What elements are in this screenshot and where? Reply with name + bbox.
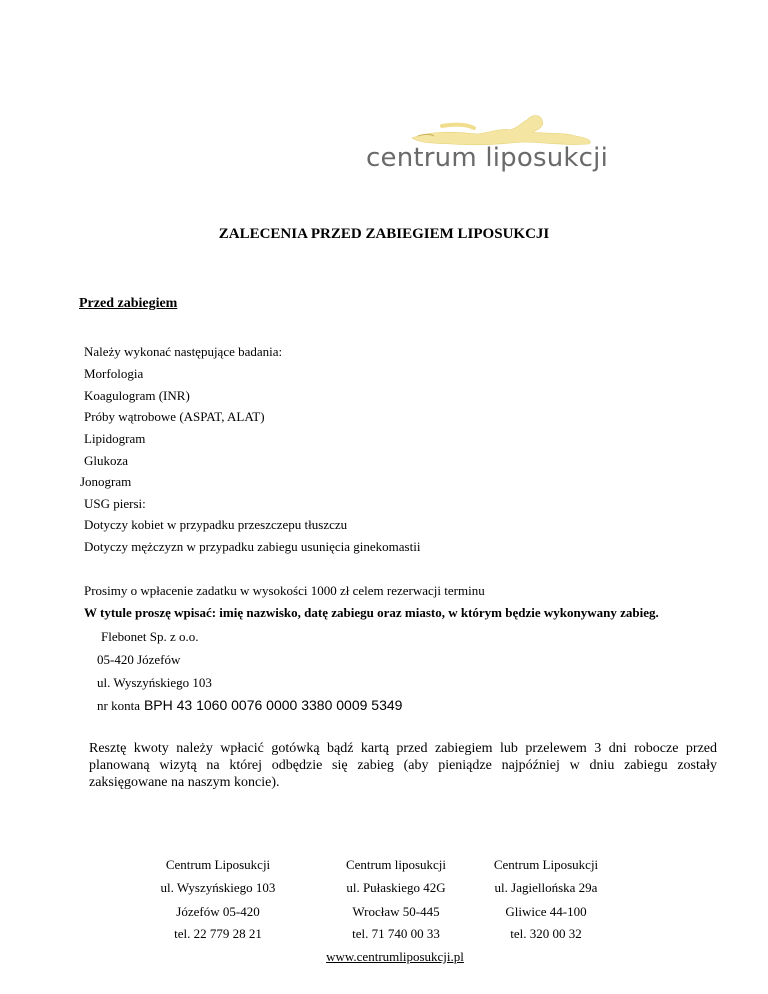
test-item: Jonogram <box>80 474 132 489</box>
company-street: ul. Wyszyńskiego 103 <box>97 675 212 690</box>
test-item: Koagulogram (INR) <box>84 388 190 403</box>
location-city: Wrocław 50-445 <box>352 904 440 919</box>
location-phone: tel. 71 740 00 33 <box>352 926 440 941</box>
test-item: Glukoza <box>84 453 129 468</box>
test-item: Dotyczy kobiet w przypadku przeszczepu tłuszczu <box>84 517 348 532</box>
website-link[interactable]: www.centrumliposukcji.pl <box>326 949 464 964</box>
location-phone: tel. 22 779 28 21 <box>174 926 262 941</box>
test-item: Morfologia <box>84 366 144 381</box>
location-city: Józefów 05-420 <box>176 904 260 919</box>
company-postal: 05-420 Józefów <box>97 652 181 667</box>
location-street: ul. Wyszyńskiego 103 <box>160 880 276 895</box>
test-item: Dotyczy mężczyzn w przypadku zabiegu usunięcia ginekomastii <box>84 539 421 554</box>
account-label: nr konta <box>97 698 140 713</box>
location-phone: tel. 320 00 32 <box>510 926 582 941</box>
test-item: USG piersi: <box>84 496 146 511</box>
location-name: Centrum liposukcji <box>345 857 447 872</box>
logo-text: centrum liposukcji <box>366 143 609 173</box>
tests-intro: Należy wykonać następujące badania: <box>84 344 283 359</box>
account-number: BPH 43 1060 0076 0000 3380 0009 5349 <box>143 697 403 713</box>
section-heading: Przed zabiegiem <box>79 296 178 311</box>
test-item: Lipidogram <box>84 431 146 446</box>
bank-account <box>97 697 402 715</box>
deposit-text: Prosimy o wpłacenie zadatku w wysokości 1000 zł celem rezerwacji terminu <box>84 583 485 598</box>
transfer-title-note: W tytule proszę wpisać: imię nazwisko, datę zabiegu oraz miasto, w którym będzie wykonywany zabieg. <box>84 605 659 620</box>
document-title: ZALECENIA PRZED ZABIEGIEM LIPOSUKCJI <box>218 226 550 242</box>
location-street: ul. Jagiellońska 29a <box>494 880 598 895</box>
location-street: ul. Pułaskiego 42G <box>346 880 446 895</box>
test-item: Próby wątrobowe (ASPAT, ALAT) <box>84 409 265 424</box>
location-name: Centrum Liposukcji <box>493 857 599 872</box>
remainder-paragraph: Resztę kwoty należy wpłacić gotówką bądź kartą przed zabiegiem lub przelewem 3 dni robocze przed planowaną wizytą na której odbędzie się zabieg (aby pieniądze najpóźniej w dniu zabiegu zostały zaksięgowane na naszym koncie). <box>89 741 717 790</box>
location-city: Gliwice 44-100 <box>505 904 587 919</box>
company-name: Flebonet Sp. z o.o. <box>101 629 199 644</box>
location-name: Centrum Liposukcji <box>165 857 271 872</box>
